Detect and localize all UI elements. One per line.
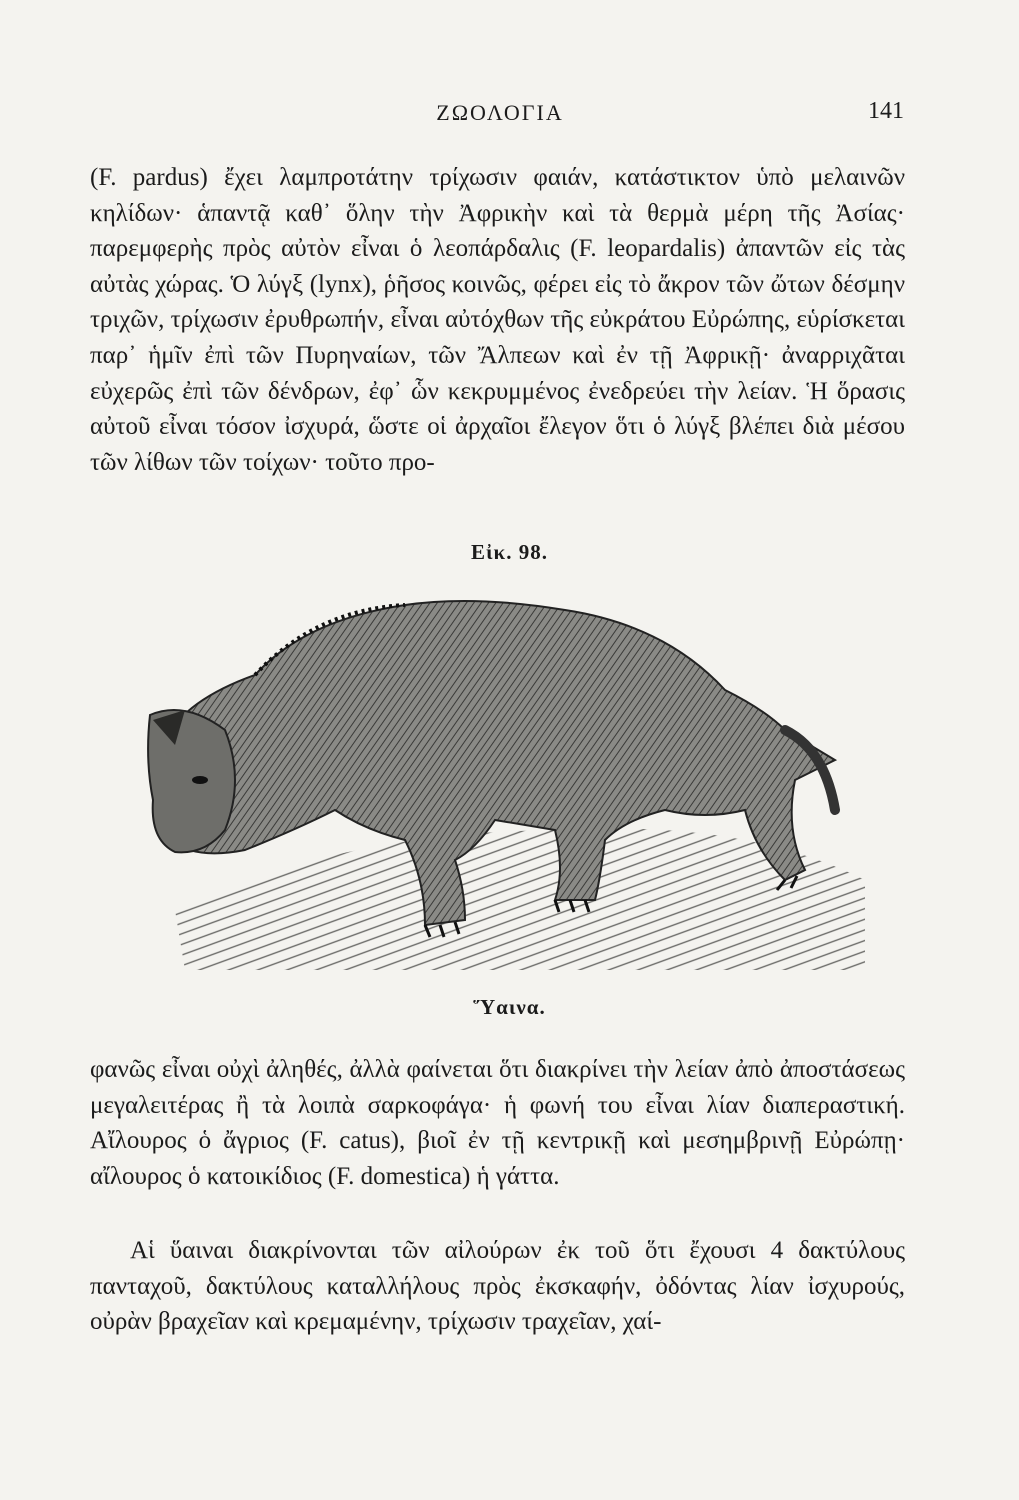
running-title: ΖΩΟΛΟΓΙΑ <box>436 100 564 125</box>
paragraph-3: Αἱ ὕαιναι διακρίνονται τῶν αἰλούρων ἐκ τοῦ ὅτι ἔχουσι 4 δακτύλους πανταχοῦ, δακτύλους καταλλήλους πρὸς ἐκσκαφήν, ὀδόντας λίαν ἰσχυρούς, οὐρὰν βραχεῖαν καὶ κρεμαμένην, τρίχωσιν τραχεῖαν, χαί- <box>90 1237 905 1336</box>
paragraph-2: φανῶς εἶναι οὐχὶ ἀληθές, ἀλλὰ φαίνεται ὅτι διακρίνει τὴν λείαν ἀπὸ ἀποστάσεως μεγαλειτέρας ἢ τὰ λοιπὰ σαρκοφάγα· ἡ φωνή του εἶναι λίαν διαπεραστική. Αἴλουρος ὁ ἄγριος (F. catus), βιοῖ ἐν τῇ κεντρικῇ καὶ μεσημβρινῇ Εὐρώπῃ· αἴλουρος ὁ κατοικίδιος (F. domestica) ἡ γάττα. <box>90 1056 905 1190</box>
figure-number: Εἰκ. 98. <box>471 540 548 564</box>
hyena-illustration <box>145 580 875 970</box>
running-head <box>90 100 910 140</box>
page-number: 141 <box>868 98 904 124</box>
figure-caption: Ὕαινα. <box>473 995 546 1019</box>
paragraph-1: (F. pardus) ἔχει λαμπροτάτην τρίχωσιν φαιάν, κατάστικτον ὑπὸ μελαινῶν κηλίδων· ἁπαντᾷ καθ᾽ ὅλην τὴν Ἀφρικὴν καὶ τὰ θερμὰ μέρη τῆς Ἀσίας· παρεμφερὴς πρὸς αὐτὸν εἶναι ὁ λεοπάρδαλις (F. leopardalis) ἀπαντῶν εἰς τὰς αὐτὰς χώρας. Ὁ λύγξ (lynx), ῥῆσος κοινῶς, φέρει εἰς τὸ ἄκρον τῶν ὤτων δέσμην τριχῶν, τρίχωσιν ἐρυθρωπήν, εἶναι αὐτόχθων τῆς εὐκράτου Εὐρώπης, εὑρίσκεται παρ᾽ ἡμῖν ἐπὶ τῶν Πυρηναίων, τῶν Ἄλπεων καὶ ἐν τῇ Ἀφρικῇ· ἀναρριχᾶται εὐχερῶς ἐπὶ τῶν δένδρων, ἐφ᾽ ὧν κεκρυμμένος ἐνεδρεύει τὴν λείαν. Ἡ ὅρασις αὐτοῦ εἶναι τόσον ἰσχυρά, ὥστε οἱ ἀρχαῖοι ἔλεγον ὅτι ὁ λύγξ βλέπει διὰ μέσου τῶν λίθων τῶν τοίχων· τοῦτο προ- <box>90 164 905 476</box>
